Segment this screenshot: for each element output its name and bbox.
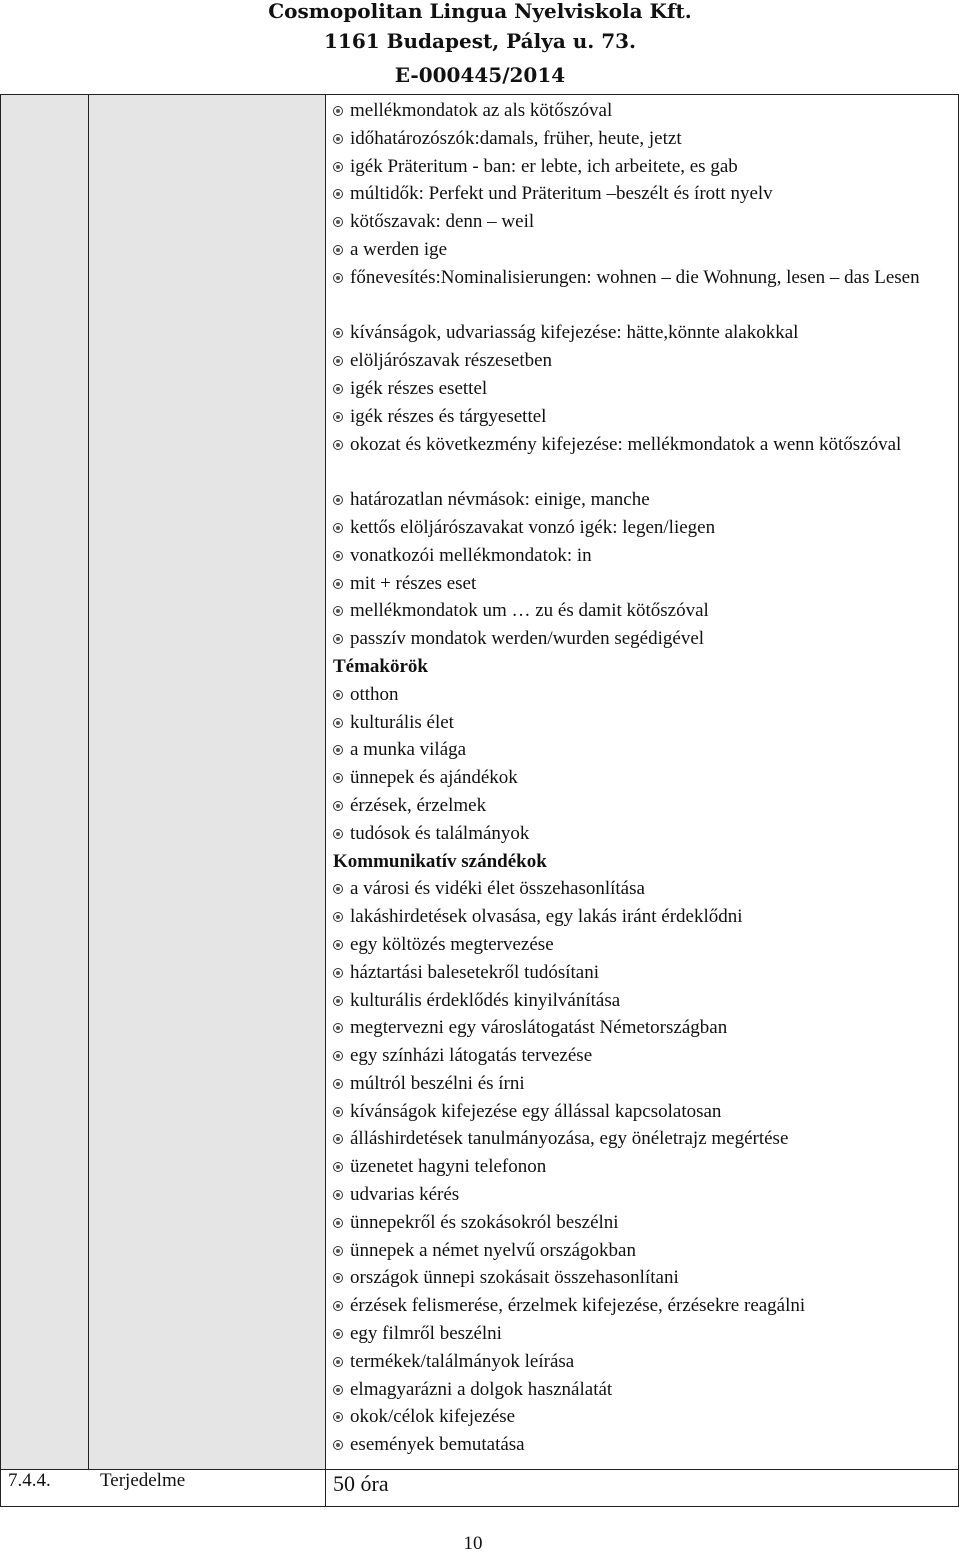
syllabus-content xyxy=(333,97,933,1459)
bullet-icon xyxy=(333,495,343,505)
list-item: országok ünnepi szokásait összehasonlítani xyxy=(333,1264,933,1292)
bullet-icon xyxy=(333,1440,343,1450)
bullet-icon xyxy=(333,273,343,283)
section-number: 7.4.4. xyxy=(8,1470,51,1491)
list-item: múltról beszélni és írni xyxy=(333,1070,933,1098)
list-item: kívánságok kifejezése egy állással kapcsolatosan xyxy=(333,1098,933,1126)
list-item: mellékmondatok um … zu és damit kötőszóval xyxy=(333,597,933,625)
bullet-icon xyxy=(333,1134,343,1144)
list-item: igék részes esettel xyxy=(333,375,933,403)
list-item: ünnepek a német nyelvű országokban xyxy=(333,1237,933,1265)
list-item: kulturális élet xyxy=(333,709,933,737)
bullet-icon xyxy=(333,1301,343,1311)
intents-list xyxy=(333,875,933,1459)
bullet-icon xyxy=(333,690,343,700)
table-right-border xyxy=(958,94,959,1507)
section-label: Terjedelme xyxy=(100,1470,186,1491)
list-item: egy színházi látogatás tervezése xyxy=(333,1042,933,1070)
bullet-icon xyxy=(333,1412,343,1422)
bullet-icon xyxy=(333,634,343,644)
bullet-icon xyxy=(333,1273,343,1283)
list-item: határozatlan névmások: einige, manche xyxy=(333,486,933,514)
document-header xyxy=(0,0,960,88)
intents-heading: Kommunikatív szándékok xyxy=(333,850,547,872)
bullet-icon xyxy=(333,884,343,894)
bullet-icon xyxy=(333,328,343,338)
list-item: ünnepekről és szokásokról beszélni xyxy=(333,1209,933,1237)
bullet-icon xyxy=(333,1107,343,1117)
list-item: elöljárószavak részesetben xyxy=(333,347,933,375)
shaded-cell-middle xyxy=(89,95,325,1469)
list-item: egy költözés megtervezése xyxy=(333,931,933,959)
list-item: otthon xyxy=(333,681,933,709)
list-item: a munka világa xyxy=(333,736,933,764)
bullet-icon xyxy=(333,829,343,839)
list-item: tudósok és találmányok xyxy=(333,820,933,848)
list-item: üzenetet hagyni telefonon xyxy=(333,1153,933,1181)
bullet-icon xyxy=(333,551,343,561)
bullet-icon xyxy=(333,1051,343,1061)
list-item: érzések, érzelmek xyxy=(333,792,933,820)
list-item: főnevesítés:Nominalisierungen: wohnen – die Wohnung, lesen – das Lesen xyxy=(333,264,933,320)
school-address: 1161 Budapest, Pálya u. 73. xyxy=(323,29,636,53)
section-value: 50 óra xyxy=(333,1471,389,1496)
list-item: vonatkozói mellékmondatok: in xyxy=(333,542,933,570)
page-number: 10 xyxy=(463,1533,483,1554)
list-item: termékek/találmányok leírása xyxy=(333,1348,933,1376)
table-bottom-border xyxy=(0,1506,959,1507)
bullet-icon xyxy=(333,912,343,922)
shaded-cell-left xyxy=(0,95,88,1469)
bullet-icon xyxy=(333,523,343,533)
bullet-icon xyxy=(333,745,343,755)
bullet-icon xyxy=(333,162,343,172)
bullet-icon xyxy=(333,189,343,199)
list-item: események bemutatása xyxy=(333,1431,933,1459)
registration-number: E-000445/2014 xyxy=(394,63,566,87)
list-item: kötőszavak: denn – weil xyxy=(333,208,933,236)
list-item: kettős elöljárószavakat vonzó igék: legen/liegen xyxy=(333,514,933,542)
bullet-icon xyxy=(333,773,343,783)
bullet-icon xyxy=(333,968,343,978)
list-item: igék Präteritum - ban: er lebte, ich arbeitete, es gab xyxy=(333,153,933,181)
list-item: kulturális érdeklődés kinyilvánítása xyxy=(333,987,933,1015)
bullet-icon xyxy=(333,1218,343,1228)
bullet-icon xyxy=(333,1357,343,1367)
bullet-icon xyxy=(333,1246,343,1256)
bullet-icon xyxy=(333,134,343,144)
list-item: mit + részes eset xyxy=(333,570,933,598)
grammar-list xyxy=(333,97,933,653)
list-item: időhatározószók:damals, früher, heute, jetzt xyxy=(333,125,933,153)
bullet-icon xyxy=(333,412,343,422)
bullet-icon xyxy=(333,801,343,811)
bullet-icon xyxy=(333,1023,343,1033)
bullet-icon xyxy=(333,940,343,950)
list-item: okok/célok kifejezése xyxy=(333,1403,933,1431)
column-divider-1 xyxy=(88,94,89,1469)
bullet-icon xyxy=(333,440,343,450)
bullet-icon xyxy=(333,718,343,728)
topics-list xyxy=(333,681,933,848)
school-name: Cosmopolitan Lingua Nyelviskola Kft. xyxy=(268,0,692,23)
list-item: elmagyarázni a dolgok használatát xyxy=(333,1376,933,1404)
bullet-icon xyxy=(333,579,343,589)
list-item: múltidők: Perfekt und Präteritum –beszélt és írott nyelv xyxy=(333,180,933,208)
list-item: kívánságok, udvariasság kifejezése: hätte,könnte alakokkal xyxy=(333,319,933,347)
bullet-icon xyxy=(333,106,343,116)
list-item: háztartási balesetekről tudósítani xyxy=(333,959,933,987)
list-item: lakáshirdetések olvasása, egy lakás iránt érdeklődni xyxy=(333,903,933,931)
list-item: udvarias kérés xyxy=(333,1181,933,1209)
list-item: érzések felismerése, érzelmek kifejezése, érzésekre reagálni xyxy=(333,1292,933,1320)
topics-heading: Témakörök xyxy=(333,655,428,677)
bullet-icon xyxy=(333,384,343,394)
column-divider-2 xyxy=(325,94,326,1507)
list-item: a városi és vidéki élet összehasonlítása xyxy=(333,875,933,903)
bullet-icon xyxy=(333,1385,343,1395)
list-item: mellékmondatok az als kötőszóval xyxy=(333,97,933,125)
bullet-icon xyxy=(333,217,343,227)
list-item: igék részes és tárgyesettel xyxy=(333,403,933,431)
bullet-icon xyxy=(333,996,343,1006)
list-item: álláshirdetések tanulmányozása, egy önéletrajz megértése xyxy=(333,1125,933,1153)
list-item: okozat és következmény kifejezése: mellékmondatok a wenn kötőszóval xyxy=(333,431,933,487)
bullet-icon xyxy=(333,356,343,366)
list-item: a werden ige xyxy=(333,236,933,264)
bullet-icon xyxy=(333,1079,343,1089)
list-item: passzív mondatok werden/wurden segédigével xyxy=(333,625,933,653)
table-top-border xyxy=(0,94,959,95)
bullet-icon xyxy=(333,606,343,616)
bullet-icon xyxy=(333,1329,343,1339)
bullet-icon xyxy=(333,1162,343,1172)
list-item: megtervezni egy városlátogatást Németországban xyxy=(333,1014,933,1042)
bullet-icon xyxy=(333,245,343,255)
table-left-border xyxy=(0,94,1,1507)
bullet-icon xyxy=(333,1190,343,1200)
list-item: egy filmről beszélni xyxy=(333,1320,933,1348)
list-item: ünnepek és ajándékok xyxy=(333,764,933,792)
